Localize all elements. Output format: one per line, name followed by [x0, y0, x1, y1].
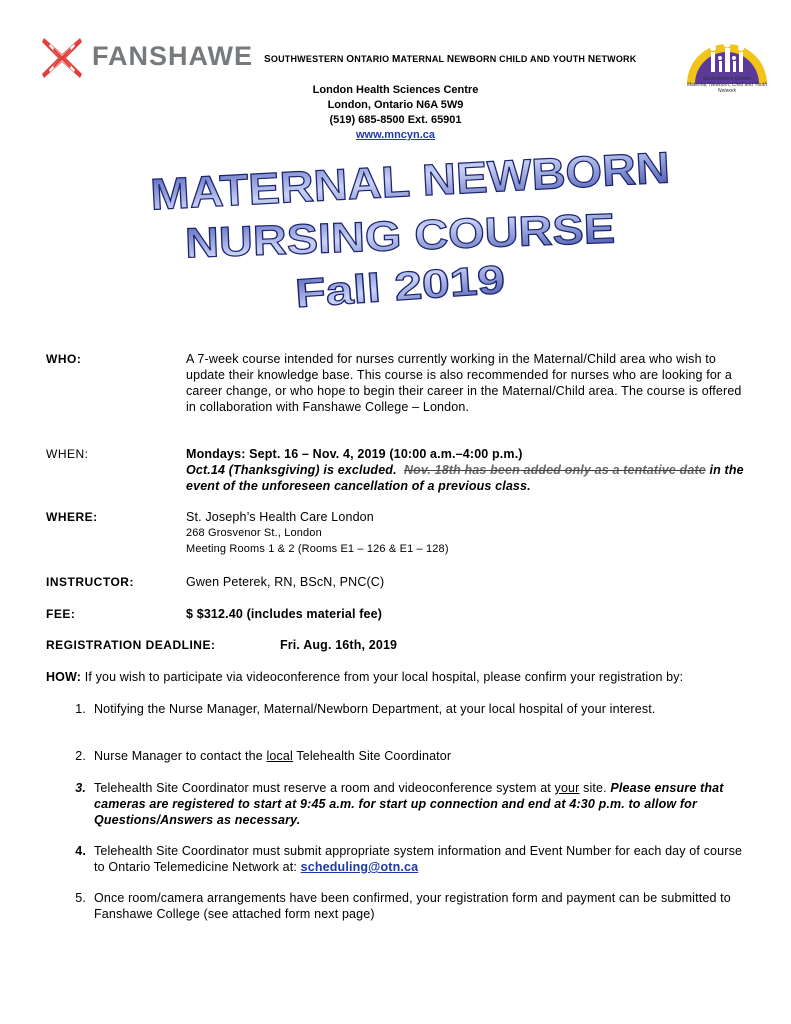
- when-note: in the event of the unforeseen cancellation of a previous class.: [186, 463, 744, 493]
- deadline-label: REGISTRATION DEADLINE:: [46, 638, 216, 652]
- address-phone: (519) 685-8500 Ext. 65901: [329, 114, 462, 126]
- deadline-text: Fri. Aug. 16th, 2019: [280, 638, 398, 652]
- network-logo: Southwestern Ontario Maternal, Newborn, Child and Youth Network: [683, 24, 771, 98]
- email-link[interactable]: scheduling@otn.ca: [300, 860, 419, 874]
- address-block: [0, 83, 791, 143]
- instructor-label: INSTRUCTOR:: [46, 575, 134, 589]
- where-venue: St. Joseph’s Health Care London: [186, 510, 374, 524]
- address-line-2: London, Ontario N6A 5W9: [327, 99, 464, 111]
- fanshawe-wordmark: FANSHAWE: [92, 41, 254, 71]
- banner-line-2: NURSING COURSE: [184, 206, 571, 267]
- camera-note: Please ensure that cameras are registered to start at 9:45 a.m. for start up connection and end at 4:30 p.m. to allow for Questions/Answers as necessary.: [94, 781, 724, 827]
- where-address: 268 Grosvenor St., London: [186, 527, 322, 539]
- when-text: [186, 446, 746, 494]
- when-dates: Mondays: Sept. 16 – Nov. 4, 2019 (10:00 a.m.–4:00 p.m.): [186, 447, 523, 461]
- when-label: WHEN:: [46, 447, 89, 461]
- fee-label: FEE:: [46, 607, 76, 621]
- who-text: A 7-week course intended for nurses currently working in the Maternal/Child area who wish to update their knowledge base. This course is also recommended for nurses who are looking for a career change, or who hope to begin their career in the Maternal/Child area. The course is offered in collaboration with Fanshawe College – London.: [186, 352, 742, 414]
- when-excluded: Oct.14 (Thanksgiving) is excluded.: [186, 463, 397, 477]
- how-intro: HOW: If you wish to participate via videoconference from your local hospital, please confirm your registration by:: [46, 670, 684, 684]
- network-title: SOUTHWESTERN ONTARIO MATERNAL NEWBORN CHILD AND YOUTH NETWORK: [264, 54, 637, 65]
- fee-text: $ $312.40 (includes material fee): [186, 607, 383, 621]
- fanshawe-logo-icon: [38, 34, 86, 82]
- how-label: HOW:: [46, 670, 82, 684]
- address-line-1: London Health Sciences Centre: [312, 84, 479, 96]
- course-banner: [130, 140, 690, 320]
- who-label: WHO:: [46, 352, 82, 366]
- banner-line-3: Fall 2019: [293, 260, 466, 317]
- when-tentative: Nov. 18th has been added only as a tentative date: [403, 463, 706, 477]
- where-text: [186, 509, 746, 557]
- where-label: WHERE:: [46, 510, 98, 524]
- banner-line-1: MATERNAL NEWBORN: [149, 145, 639, 220]
- instructor-text: Gwen Peterek, RN, BScN, PNC(C): [186, 575, 385, 589]
- website-link[interactable]: www.mncyn.ca: [355, 129, 436, 141]
- where-rooms: Meeting Rooms 1 & 2 (Rooms E1 – 126 & E1 – 128): [186, 543, 449, 555]
